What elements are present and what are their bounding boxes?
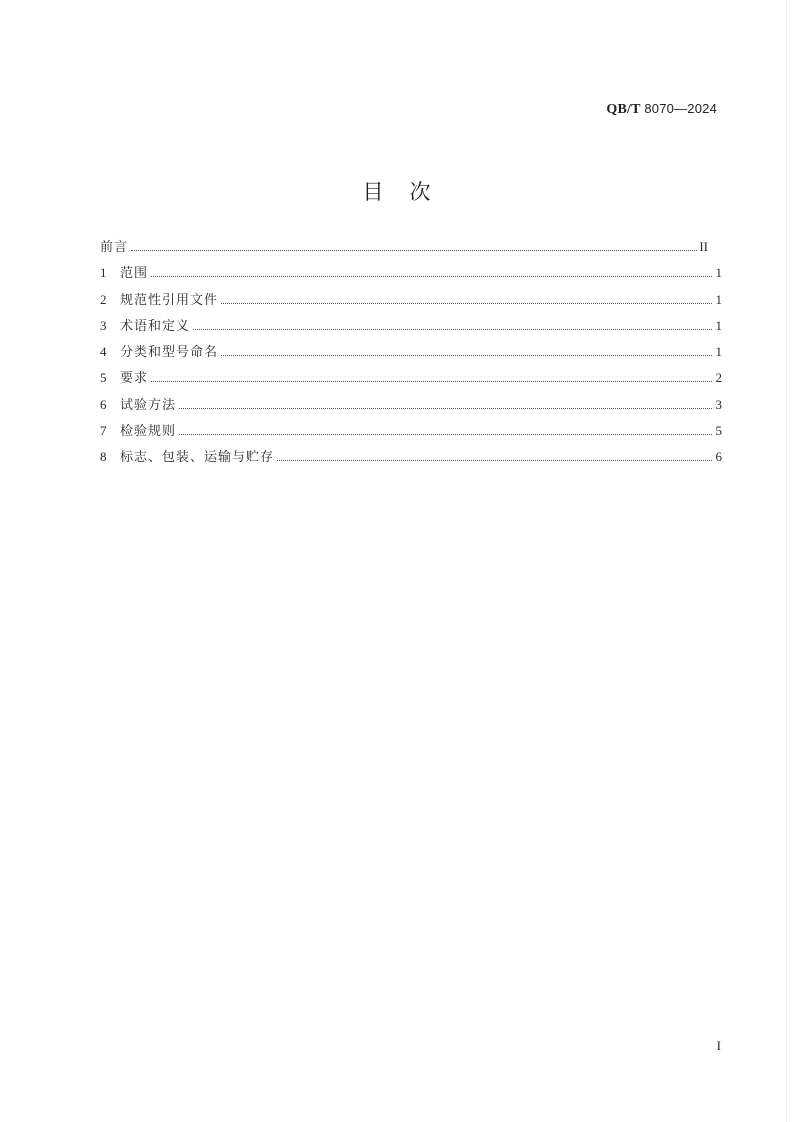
toc-entry-label: 检验规则: [120, 424, 177, 440]
toc-entry-page: 1: [715, 265, 722, 281]
toc-entry-label: 前言: [100, 240, 129, 255]
toc-leader-dots: [179, 433, 712, 435]
toc-entry-classification[interactable]: [100, 341, 722, 367]
toc-entry-label: 要求: [120, 371, 149, 387]
toc-entry-number: 2: [100, 291, 107, 307]
toc-entry-page: 5: [715, 423, 722, 439]
toc-leader-dots: [193, 328, 712, 330]
toc-entry-page: 1: [715, 317, 722, 333]
toc-entry-page: 1: [715, 291, 722, 307]
toc-entry-label: 规范性引用文件: [120, 292, 219, 308]
toc-entry-number: 8: [100, 449, 107, 465]
toc-entry-scope[interactable]: [100, 262, 722, 288]
toc-entry-label: 试验方法: [120, 397, 177, 413]
toc-entry-terms-definitions[interactable]: [100, 315, 722, 341]
toc-leader-dots: [131, 249, 697, 251]
toc-entry-page: II: [699, 239, 708, 254]
toc-leader-dots: [221, 302, 712, 304]
page-title: 目次: [362, 180, 457, 204]
toc-entry-label: 范围: [120, 266, 149, 282]
toc-entry-inspection-rules[interactable]: [100, 420, 722, 446]
scan-edge-line: [786, 0, 787, 1122]
toc-entry-number: 7: [100, 423, 107, 439]
standard-code: [606, 101, 717, 118]
standard-number: 8070—2024: [644, 101, 717, 116]
toc-entry-label: 标志、包装、运输与贮存: [120, 450, 275, 466]
toc-entry-number: 4: [100, 344, 107, 360]
toc-entry-normative-references[interactable]: [100, 289, 722, 315]
toc-entry-number: 3: [100, 317, 107, 333]
toc-leader-dots: [151, 275, 712, 277]
toc-entry-number: 5: [100, 370, 107, 386]
toc-entry-page: 1: [715, 344, 722, 360]
standard-prefix: QB/T: [606, 102, 641, 117]
toc-entry-page: 6: [715, 449, 722, 465]
toc-entry-requirements[interactable]: [100, 367, 722, 393]
toc-entry-foreword[interactable]: [100, 236, 722, 262]
toc-entry-number: 1: [100, 265, 107, 281]
toc-leader-dots: [179, 407, 712, 409]
toc-leader-dots: [277, 459, 712, 461]
toc-entry-test-methods[interactable]: [100, 394, 722, 420]
toc-leader-dots: [151, 380, 712, 382]
toc-entry-page: 3: [715, 396, 722, 412]
toc-entry-label: 术语和定义: [120, 318, 191, 334]
page-number: I: [716, 1038, 721, 1053]
toc-entry-number: 6: [100, 396, 107, 412]
toc-entry-page: 2: [715, 370, 722, 386]
toc-entry-marking-packaging[interactable]: [100, 446, 722, 472]
table-of-contents: [100, 236, 722, 473]
toc-leader-dots: [221, 354, 712, 356]
toc-entry-label: 分类和型号命名: [120, 345, 219, 361]
